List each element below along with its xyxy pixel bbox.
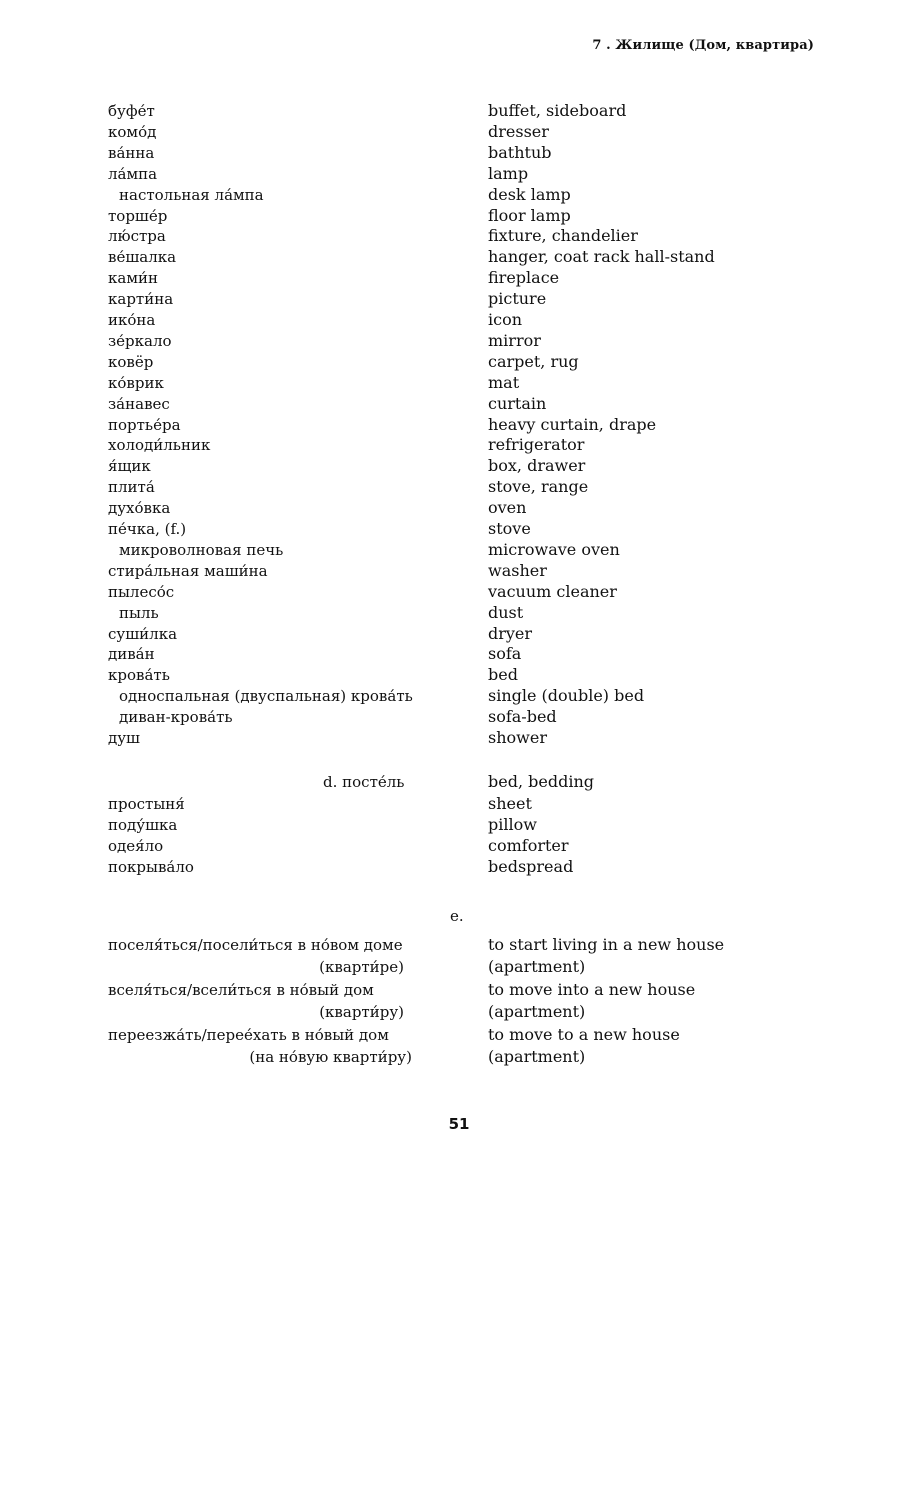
- vocab-term-en: buffet, sideboard: [488, 101, 627, 120]
- vocab-term-en: shower: [488, 728, 547, 747]
- vocab-term-ru: пыль: [119, 604, 159, 622]
- vocab-term-en: desk lamp: [488, 185, 571, 204]
- bedding-term-ru: одея́ло: [108, 837, 164, 855]
- running-header: 7 . Жилище (Дом, квартира): [592, 38, 814, 53]
- vocab-term-ru: односпальная (двуспальная) крова́ть: [119, 687, 413, 705]
- vocab-term-en: sofa-bed: [488, 707, 557, 726]
- bedding-term-en: comforter: [488, 836, 569, 855]
- vocab-term-ru: ла́мпа: [108, 165, 158, 183]
- vocab-term-en: bathtub: [488, 143, 552, 162]
- vocab-term-ru: портье́ра: [108, 416, 181, 434]
- bedding-term-en: sheet: [488, 794, 532, 813]
- vocab-term-en: dresser: [488, 122, 549, 141]
- phrase-ru: вселя́ться/всели́ться в но́вый дом: [108, 981, 374, 999]
- vocab-term-ru: буфе́т: [108, 102, 155, 120]
- vocab-term-en: stove: [488, 519, 531, 538]
- vocab-term-en: floor lamp: [488, 206, 571, 225]
- vocab-term-en: fireplace: [488, 268, 560, 287]
- vocab-term-ru: за́навес: [108, 395, 170, 413]
- vocab-term-ru: торше́р: [108, 207, 168, 225]
- phrase-ru-continuation: (кварти́ре): [319, 958, 404, 976]
- vocab-term-ru: ико́на: [108, 311, 156, 329]
- vocab-term-en: carpet, rug: [488, 352, 579, 371]
- vocab-term-ru: комо́д: [108, 123, 157, 141]
- vocab-term-ru: лю́стра: [108, 227, 166, 245]
- phrase-en: to move into a new house: [488, 980, 696, 999]
- section-d-label: d. посте́ль: [323, 773, 405, 791]
- vocab-term-ru: дива́н: [108, 645, 155, 663]
- page-number: 51: [448, 1115, 470, 1133]
- vocab-term-en: picture: [488, 289, 547, 308]
- bedding-term-ru: простыня́: [108, 795, 185, 813]
- vocab-term-en: refrigerator: [488, 435, 585, 454]
- bedding-term-en: pillow: [488, 815, 537, 834]
- vocab-term-ru: пе́чка, (f.): [108, 520, 187, 538]
- vocab-term-en: fixture, chandelier: [488, 226, 638, 245]
- bedding-term-ru: поду́шка: [108, 816, 178, 834]
- vocab-term-en: dryer: [488, 624, 533, 643]
- vocab-term-en: bed: [488, 665, 518, 684]
- vocab-term-ru: диван-крова́ть: [119, 708, 233, 726]
- vocab-term-en: icon: [488, 310, 523, 329]
- vocab-term-en: single (double) bed: [488, 686, 645, 705]
- vocab-term-en: mat: [488, 373, 520, 392]
- vocab-term-en: mirror: [488, 331, 541, 350]
- phrase-ru: поселя́ться/посели́ться в но́вом доме: [108, 936, 403, 954]
- vocab-term-ru: суши́лка: [108, 625, 178, 643]
- vocab-term-ru: настольная ла́мпа: [119, 186, 264, 204]
- vocab-term-ru: пылесо́с: [108, 583, 175, 601]
- phrase-en-continuation: (apartment): [488, 957, 586, 976]
- vocab-term-ru: духо́вка: [108, 499, 171, 517]
- vocab-term-ru: ва́нна: [108, 144, 155, 162]
- vocab-term-ru: карти́на: [108, 290, 174, 308]
- phrase-en: to move to a new house: [488, 1025, 680, 1044]
- vocab-term-ru: ко́врик: [108, 374, 164, 392]
- vocab-term-en: vacuum cleaner: [488, 582, 617, 601]
- vocab-term-en: sofa: [488, 644, 522, 663]
- vocab-term-ru: я́щик: [108, 457, 151, 475]
- vocab-term-ru: зе́ркало: [108, 332, 172, 350]
- vocab-term-en: hanger, coat rack hall-stand: [488, 247, 715, 266]
- vocab-term-ru: душ: [108, 729, 141, 747]
- phrase-en-continuation: (apartment): [488, 1047, 586, 1066]
- vocab-term-en: washer: [488, 561, 547, 580]
- section-e-label: e.: [450, 907, 464, 925]
- vocab-term-ru: ве́шалка: [108, 248, 177, 266]
- vocab-term-en: stove, range: [488, 477, 589, 496]
- bedding-term-ru: покрыва́ло: [108, 858, 194, 876]
- vocab-term-en: lamp: [488, 164, 529, 183]
- vocab-term-ru: стира́льная маши́на: [108, 562, 268, 580]
- vocab-term-ru: холоди́льник: [108, 436, 211, 454]
- phrase-ru-continuation: (на но́вую кварти́ру): [249, 1048, 412, 1066]
- vocab-term-ru: ками́н: [108, 269, 158, 287]
- vocab-term-en: microwave oven: [488, 540, 620, 559]
- vocab-term-en: oven: [488, 498, 527, 517]
- vocab-term-ru: крова́ть: [108, 666, 170, 684]
- vocab-term-en: heavy curtain, drape: [488, 415, 657, 434]
- bedding-term-en: bedspread: [488, 857, 574, 876]
- phrase-en-continuation: (apartment): [488, 1002, 586, 1021]
- section-d-label-en: bed, bedding: [488, 772, 594, 791]
- phrase-en: to start living in a new house: [488, 935, 725, 954]
- vocab-term-en: box, drawer: [488, 456, 586, 475]
- phrase-ru: переезжа́ть/перее́хать в но́вый дом: [108, 1026, 389, 1044]
- phrase-ru-continuation: (кварти́ру): [319, 1003, 404, 1021]
- vocab-term-en: curtain: [488, 394, 547, 413]
- vocab-term-ru: ковёр: [108, 353, 154, 371]
- vocab-term-en: dust: [488, 603, 524, 622]
- vocab-term-ru: микроволновая печь: [119, 541, 284, 559]
- vocab-term-ru: плита́: [108, 478, 155, 496]
